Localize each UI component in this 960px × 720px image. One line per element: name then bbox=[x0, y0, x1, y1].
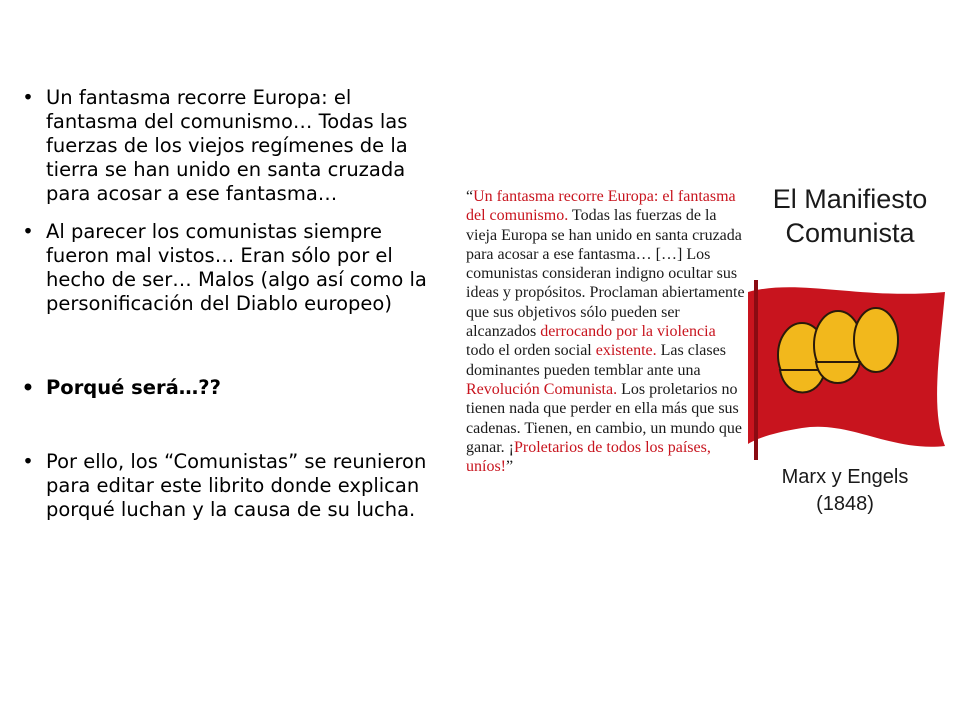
manifesto-quote bbox=[466, 187, 748, 476]
red-flag-illustration bbox=[740, 270, 955, 460]
bullet-text: Porqué será…?? bbox=[46, 376, 221, 399]
quote-segment: todo el orden social bbox=[466, 342, 596, 360]
bullet-symbol: • bbox=[22, 86, 34, 109]
book-title: El Manifiesto Comunista bbox=[772, 184, 928, 248]
quote-segment: Proletarios de todos los países, uníos! bbox=[466, 438, 711, 476]
quote-segment: Todas las fuerzas de la vieja Europa se han unido en santa cruzada para acosar a ese fantasma… […] Los comunistas consideran indigno ocultar sus ideas y propósitos. Proclaman abiertamente que sus objetivos sólo pueden ser alcanzados bbox=[466, 207, 745, 341]
bullet-item bbox=[18, 220, 428, 316]
quote-segment: Las clases dominantes pueden temblar ante una bbox=[466, 342, 726, 379]
quote-segment: Un fantasma recorre Europa: el fantasma del comunismo. bbox=[466, 188, 736, 225]
quote-segment: Los proletarios no tienen nada que perder en ella más que sus cadenas. Tienen, en cambio, un mundo que ganar. ¡ bbox=[466, 380, 742, 456]
bullet-symbol: • bbox=[21, 376, 35, 399]
bullet-text: Al parecer los comunistas siempre fueron mal vistos… Eran sólo por el hecho de ser… Malos (algo así como la personificación del Diablo europeo) bbox=[46, 220, 427, 315]
bullet-item bbox=[18, 86, 428, 206]
quote-segment: existente. bbox=[595, 342, 657, 360]
bullet-symbol: • bbox=[22, 220, 34, 243]
quote-segment: Revolución Comunista. bbox=[466, 380, 618, 398]
bullet-text: Un fantasma recorre Europa: el fantasma del comunismo… Todas las fuerzas de los viejos regímenes de la tierra se han unido en santa cruzada para acosar a ese fantasma… bbox=[46, 86, 408, 205]
publication-year: (1848) bbox=[816, 493, 874, 515]
bullet-list bbox=[18, 86, 428, 522]
bullet-symbol: • bbox=[22, 450, 34, 473]
authors-block bbox=[752, 464, 938, 518]
quote-segment: ” bbox=[506, 458, 514, 476]
bullet-item bbox=[18, 450, 428, 522]
bullet-item-question bbox=[18, 376, 428, 400]
quote-segment: derrocando por la violencia bbox=[540, 323, 716, 341]
flag-pole bbox=[754, 280, 758, 460]
quote-segment: “ bbox=[466, 188, 474, 205]
authors-label: Marx y Engels bbox=[781, 466, 909, 488]
bullet-text: Por ello, los “Comunistas” se reunieron para editar este librito donde explican porqué luchan y la causa de su lucha. bbox=[46, 450, 427, 521]
